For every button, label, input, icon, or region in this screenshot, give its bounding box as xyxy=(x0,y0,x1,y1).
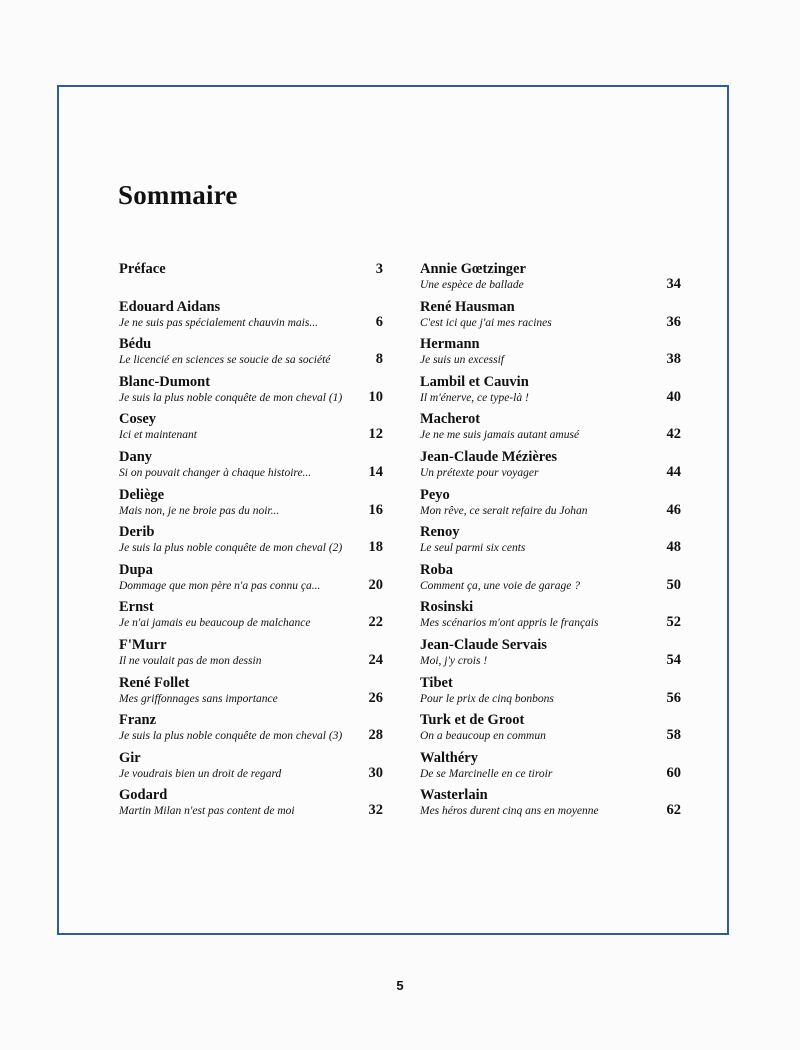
toc-entry-page: 30 xyxy=(368,764,383,781)
toc-entry-page: 10 xyxy=(368,388,383,405)
toc-entry-name: Gir xyxy=(119,749,141,766)
toc-entry-subtitle: Pour le prix de cinq bonbons xyxy=(420,692,554,705)
toc-entry-name: Derib xyxy=(119,524,155,541)
toc-entry-subtitle: Je ne me suis jamais autant amusé xyxy=(420,429,580,442)
toc-entry-name: Macherot xyxy=(420,411,481,428)
toc-entry-page: 8 xyxy=(375,351,383,368)
toc-entry-name: Edouard Aidans xyxy=(119,298,221,315)
toc-entry-name: Dany xyxy=(119,449,153,465)
toc-entry-page: 16 xyxy=(368,501,383,518)
toc-entry-page: 52 xyxy=(666,614,681,631)
toc-entry xyxy=(119,411,197,442)
toc-entry xyxy=(420,374,529,405)
toc-entry-name: Jean-Claude Servais xyxy=(420,637,547,653)
toc-entry-name: Franz xyxy=(119,712,157,729)
page-title: Sommaire xyxy=(118,180,238,210)
toc-entry-subtitle: Comment ça, une voie de garage ? xyxy=(420,579,581,592)
toc-entry xyxy=(420,449,557,480)
toc-entry-subtitle: Moi, j'y crois ! xyxy=(420,655,488,667)
toc-entry-page: 12 xyxy=(368,426,383,443)
toc-entry-name: Rosinski xyxy=(420,599,474,616)
toc-entry-subtitle: C'est ici que j'ai mes racines xyxy=(420,316,552,329)
toc-entry-name: Bédu xyxy=(119,336,152,353)
toc-entry xyxy=(119,261,166,277)
toc-entry-page: 22 xyxy=(368,614,383,631)
toc-entry xyxy=(420,787,599,818)
toc-entry-page: 50 xyxy=(666,576,681,593)
toc-entry-page: 14 xyxy=(368,464,383,480)
toc-entry-subtitle: Le licencié en sciences se soucie de sa société xyxy=(119,354,331,367)
toc-entry xyxy=(420,750,552,781)
toc-entry-subtitle: Je n'ai jamais eu beaucoup de malchance xyxy=(119,617,311,630)
toc-entry-subtitle: Un prétexte pour voyager xyxy=(420,467,539,479)
toc-entry-page: 58 xyxy=(666,727,681,744)
toc-entry-subtitle: Mais non, je ne broie pas du noir... xyxy=(119,504,280,517)
toc-entry-subtitle: Martin Milan n'est pas content de moi xyxy=(119,805,295,818)
toc-entry-name: Annie Gœtzinger xyxy=(420,261,526,277)
toc-entry xyxy=(119,336,330,367)
toc-entry-page: 24 xyxy=(368,652,383,668)
toc-entry-subtitle: Dommage que mon père n'a pas connu ça... xyxy=(119,579,321,592)
toc-entry-page: 54 xyxy=(666,652,681,668)
toc-entry xyxy=(420,487,587,518)
toc-entry-name: Cosey xyxy=(119,411,157,428)
toc-entry-subtitle: Je suis un excessif xyxy=(420,354,504,367)
toc-entry-subtitle: Il m'énerve, ce type-là ! xyxy=(420,391,529,404)
toc-entry-subtitle: Je suis la plus noble conquête de mon cheval (2) xyxy=(119,542,343,555)
toc-entry xyxy=(420,599,598,630)
toc-entry-name: Dupa xyxy=(119,561,153,578)
toc-entry-subtitle: Je suis la plus noble conquête de mon cheval (3) xyxy=(119,730,343,743)
toc-entry-subtitle: Mes griffonnages sans importance xyxy=(119,692,278,705)
toc-entry-name: Préface xyxy=(119,261,166,277)
toc-entry-subtitle: De se Marcinelle en ce tiroir xyxy=(420,767,553,780)
toc-entry-name: René Follet xyxy=(119,674,190,691)
toc-entry-name: Renoy xyxy=(420,524,460,541)
toc-entry xyxy=(420,336,504,367)
toc-entry-page: 32 xyxy=(368,802,383,819)
toc-entry-subtitle: Mes héros durent cinq ans en moyenne xyxy=(420,805,599,818)
toc-entry-page: 36 xyxy=(666,313,681,330)
toc-entry xyxy=(119,374,342,405)
toc-entry-page: 20 xyxy=(368,576,383,593)
toc-entry-name: René Hausman xyxy=(420,298,515,315)
toc-entry xyxy=(420,411,579,442)
toc-entry-page: 38 xyxy=(666,351,681,368)
toc-entry xyxy=(119,449,311,480)
toc-entry-subtitle: Je voudrais bien un droit de regard xyxy=(119,767,282,780)
toc-entry-name: Hermann xyxy=(420,336,480,353)
toc-entry xyxy=(420,299,552,330)
toc-entry-subtitle: Une espèce de ballade xyxy=(420,279,524,291)
toc-entry xyxy=(420,712,546,743)
toc-entry xyxy=(420,562,580,593)
toc-entry-subtitle: Mes scénarios m'ont appris le français xyxy=(420,617,599,630)
toc-entry-page: 46 xyxy=(666,501,681,518)
toc-entry-page: 56 xyxy=(666,689,681,706)
toc-entry-page: 40 xyxy=(666,388,681,405)
toc-entry-name: Lambil et Cauvin xyxy=(420,373,529,390)
toc-entry-page: 34 xyxy=(666,276,681,292)
toc-entry-subtitle: Je ne suis pas spécialement chauvin mais... xyxy=(119,316,318,329)
toc-entry xyxy=(119,524,342,555)
toc-entry-page: 48 xyxy=(666,539,681,556)
toc-entry-page: 44 xyxy=(666,464,681,480)
toc-entry xyxy=(119,599,311,630)
toc-entry-name: Godard xyxy=(119,787,168,804)
toc-entry-name: Wasterlain xyxy=(420,787,488,804)
toc-entry-subtitle: Mon rêve, ce serait refaire du Johan xyxy=(420,504,588,517)
toc-entry xyxy=(119,299,318,330)
toc-entry-page: 18 xyxy=(368,539,383,556)
toc-entry-page: 60 xyxy=(666,764,681,781)
toc-entry xyxy=(119,787,295,818)
toc-entry-page: 62 xyxy=(666,802,681,819)
toc-entry xyxy=(420,524,525,555)
toc-entry-name: Jean-Claude Mézières xyxy=(420,449,558,465)
toc-entry-name: Blanc-Dumont xyxy=(119,373,211,390)
toc-entry-page: 3 xyxy=(375,261,383,277)
toc-entry-name: Walthéry xyxy=(420,749,478,766)
toc-entry-subtitle: Je suis la plus noble conquête de mon cheval (1) xyxy=(119,391,343,404)
toc-entry-name: Roba xyxy=(420,561,454,578)
toc-entry-subtitle: On a beaucoup en commun xyxy=(420,730,546,743)
toc-entry xyxy=(119,562,320,593)
toc-entry xyxy=(420,675,554,706)
toc-entry xyxy=(420,261,526,292)
toc-entry xyxy=(119,487,279,518)
toc-entry-name: Peyo xyxy=(420,486,450,503)
page-number: 5 xyxy=(396,978,404,993)
toc-entry-name: Ernst xyxy=(119,599,154,616)
toc-entry xyxy=(119,750,281,781)
toc-entry-page: 6 xyxy=(375,313,383,330)
toc-entry-name: Deliège xyxy=(119,486,165,503)
toc-entry-name: Tibet xyxy=(420,674,453,691)
toc-entry-page: 26 xyxy=(368,689,383,706)
toc-entry xyxy=(119,637,261,668)
toc-entry-page: 28 xyxy=(368,727,383,744)
toc-entry-page: 42 xyxy=(666,426,681,443)
toc-entry xyxy=(420,637,547,668)
toc-entry xyxy=(119,675,278,706)
toc-entry-name: Turk et de Groot xyxy=(420,712,525,729)
toc-entry xyxy=(119,712,342,743)
toc-entry-subtitle: Ici et maintenant xyxy=(119,429,197,442)
toc-entry-name: F'Murr xyxy=(119,637,167,653)
toc-entry-subtitle: Le seul parmi six cents xyxy=(420,542,526,555)
toc-entry-subtitle: Si on pouvait changer à chaque histoire... xyxy=(119,467,312,479)
toc-entry-subtitle: Il ne voulait pas de mon dessin xyxy=(119,655,262,667)
